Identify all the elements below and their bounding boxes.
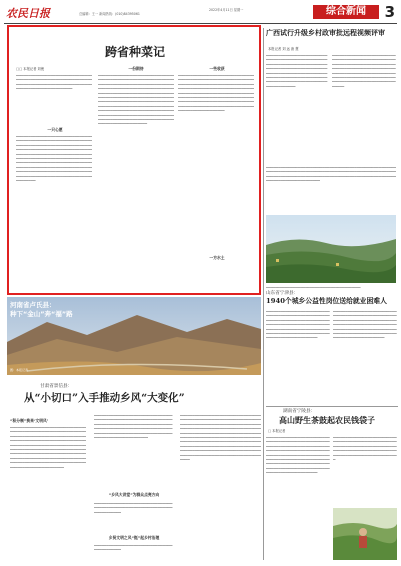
bottom-left-col-3: ▁▁▁▁▁▁▁▁▁▁▁▁▁▁▁▁▁▁▁▁▁▁▁▁▁▁▁▁▁▁▁▁▁▁▁▁▁▁▁▁▁▁▁▁▁▁▁▁▁▁▁▁▁▁▁▁▁▁▁▁▁▁▁▁▁▁▁▁▁▁▁▁▁▁▁▁▁▁▁▁▁▁▁▁▁▁▁▁▁▁▁▁▁▁▁▁▁▁▁▁▁▁▁▁▁▁▁▁▁▁▁▁▁▁▁▁▁▁▁▁▁▁▁▁▁▁▁▁▁▁▁▁▁▁▁▁▁▁▁▁▁▁▁▁▁▁▁▁▁▁▁▁▁▁▁▁▁▁▁▁▁▁▁▁▁▁▁▁▁▁▁▁▁▁▁▁▁▁▁▁▁▁▁▁▁▁▁▁▁▁▁▁▁▁▁▁▁▁▁▁▁▁▁▁▁▁▁▁▁▁▁▁▁▁▁▁▁▁▁▁▁▁▁▁▁▁▁▁▁▁▁▁▁▁▁▁▁▁▁▁▁▁▁▁▁▁▁▁▁▁▁▁▁▁▁▁▁▁▁▁▁▁▁▁▁▁▁▁▁▁▁▁▁▁▁▁▁▁▁▁▁▁▁▁▁▁▁▁▁▁▁▁▁▁▁▁▁▁▁▁▁▁▁▁▁▁▁▁▁▁▁▁▁▁▁▁▁▁▁▁▁▁▁▁▁▁▁▁▁▁▁▁▁▁ — [180, 412, 261, 461]
tea-field-photo-top — [266, 215, 396, 283]
feature-subhead-3: 一些收获 — [209, 66, 225, 71]
column-divider — [263, 28, 264, 560]
feature-col-1b: ▁▁▁▁▁▁▁▁▁▁▁▁▁▁▁▁▁▁▁▁▁▁▁▁▁▁▁▁▁▁▁▁▁▁▁▁▁▁▁▁▁▁▁▁▁▁▁▁▁▁▁▁▁▁▁▁▁▁▁▁▁▁▁▁▁▁▁▁▁▁▁▁▁▁▁▁▁▁▁▁▁▁▁▁▁▁▁▁▁▁▁▁▁▁▁▁▁▁▁▁▁▁▁▁▁▁▁▁▁▁▁▁▁▁▁▁▁▁▁▁▁▁▁▁▁▁▁▁▁▁▁▁▁▁▁▁▁▁▁▁▁▁▁▁▁▁▁▁▁▁▁▁▁▁▁▁▁▁▁▁▁▁▁▁▁▁▁▁▁▁▁▁▁▁▁▁▁▁▁▁▁▁▁▁▁▁▁▁▁▁▁▁▁▁▁▁▁▁▁▁▁▁▁▁▁▁▁▁▁▁▁▁▁▁▁▁▁▁▁▁▁▁▁▁▁▁▁▁▁▁▁▁▁▁▁▁▁▁▁▁▁▁▁▁▁▁▁▁▁▁▁▁▁▁▁▁▁▁▁▁▁▁▁▁▁▁▁▁▁▁▁▁▁▁▁▁▁▁▁▁▁▁▁▁▁▁▁▁▁▁▁▁▁▁▁▁▁▁▁▁▁▁▁▁▁▁▁▁▁▁▁▁▁▁▁▁▁▁ — [16, 133, 92, 182]
bottom-right-byline: □ 本报记者 — [268, 429, 286, 433]
bottom-left-kicker: 甘肃省景信县： — [40, 384, 73, 389]
bottom-left-subhead-2: “乡风大讲堂”为群众点亮方向 — [108, 492, 160, 497]
feature-subhead-2: 一份期待 — [128, 66, 144, 71]
tea-field-photo-bottom — [333, 508, 397, 560]
masthead-info: 总编辑：王一 新闻热线：(010)84395061 — [79, 12, 140, 16]
right-mid-col-1: ▁▁▁▁▁▁▁▁▁▁▁▁▁▁▁▁▁▁▁▁▁▁▁▁▁▁▁▁▁▁▁▁▁▁▁▁▁▁▁▁▁▁▁▁▁▁▁▁▁▁▁▁▁▁▁▁▁▁▁▁▁▁▁▁▁▁▁▁▁▁▁▁▁▁▁▁▁▁▁▁▁▁▁▁▁▁▁▁▁▁▁▁▁▁▁▁▁▁▁▁▁▁▁▁▁▁▁▁▁▁▁▁▁▁▁▁▁▁▁▁▁▁▁▁▁▁▁▁▁▁▁▁▁▁▁▁▁▁▁▁▁▁▁▁▁▁▁▁▁▁▁▁▁▁▁▁▁▁▁▁▁▁▁▁▁▁▁▁▁▁▁▁▁▁▁▁▁ — [266, 308, 330, 339]
photo-title-line-1: 河南省卢氏县： — [10, 301, 56, 309]
bottom-right-col-1: ▁▁▁▁▁▁▁▁▁▁▁▁▁▁▁▁▁▁▁▁▁▁▁▁▁▁▁▁▁▁▁▁▁▁▁▁▁▁▁▁▁▁▁▁▁▁▁▁▁▁▁▁▁▁▁▁▁▁▁▁▁▁▁▁▁▁▁▁▁▁▁▁▁▁▁▁▁▁▁▁▁▁▁▁▁▁▁▁▁▁▁▁▁▁▁▁▁▁▁▁▁▁▁▁▁▁▁▁▁▁▁▁▁▁▁▁▁▁▁▁▁▁▁▁▁▁▁▁▁▁▁▁▁▁▁▁▁▁▁▁▁▁▁▁▁▁▁▁▁▁▁▁▁▁▁▁▁▁▁▁▁▁▁▁▁▁▁▁▁▁▁▁▁▁▁▁▁▁▁▁▁▁▁▁▁▁▁▁▁▁▁▁▁▁▁▁▁▁▁▁▁▁▁▁▁▁▁▁▁▁▁▁▁▁▁▁▁▁▁▁▁▁▁▁▁▁▁▁▁ — [266, 434, 330, 474]
right-photo-caption: ▁▁▁▁▁▁▁▁▁▁▁▁▁▁▁▁▁▁▁▁▁▁▁▁▁▁▁▁▁▁▁▁▁▁▁▁▁▁▁▁▁ — [266, 284, 361, 288]
bottom-left-subhead-3: 乡贤文明之风“挺”起乡村治理 — [108, 535, 160, 540]
section-badge: 综合新闻 — [313, 5, 379, 19]
bottom-left-col-2: ▁▁▁▁▁▁▁▁▁▁▁▁▁▁▁▁▁▁▁▁▁▁▁▁▁▁▁▁▁▁▁▁▁▁▁▁▁▁▁▁▁▁▁▁▁▁▁▁▁▁▁▁▁▁▁▁▁▁▁▁▁▁▁▁▁▁▁▁▁▁▁▁▁▁▁▁▁▁▁▁▁▁▁▁▁▁▁▁▁▁▁▁▁▁▁▁▁▁▁▁▁▁▁▁▁▁▁▁▁▁▁▁▁▁▁▁▁▁▁▁▁▁▁▁▁▁▁▁▁▁▁▁▁▁▁▁▁▁▁▁▁▁▁▁▁▁▁▁▁▁▁▁▁▁▁▁▁▁▁▁▁▁▁▁▁▁▁▁▁▁▁▁▁▁▁▁▁▁▁▁▁▁ — [94, 412, 173, 439]
page-number: 3 — [384, 3, 395, 21]
bottom-right-col-2: ▁▁▁▁▁▁▁▁▁▁▁▁▁▁▁▁▁▁▁▁▁▁▁▁▁▁▁▁▁▁▁▁▁▁▁▁▁▁▁▁▁▁▁▁▁▁▁▁▁▁▁▁▁▁▁▁▁▁▁▁▁▁▁▁▁▁▁▁▁▁▁▁▁▁▁▁▁▁▁▁▁▁▁▁▁▁▁▁▁▁▁▁▁▁▁▁▁▁▁▁▁▁▁▁▁▁▁▁▁▁▁▁▁▁▁▁▁▁▁▁▁▁▁▁▁▁▁▁▁▁▁ — [333, 434, 397, 461]
bottom-right-kicker: 湖南省宁陵县： — [283, 409, 316, 414]
bottom-left-col-2c: ▁▁▁▁▁▁▁▁▁▁▁▁▁▁▁▁▁▁▁▁▁▁▁▁▁▁▁▁▁▁▁▁▁▁▁▁▁▁▁▁▁▁▁ — [94, 542, 173, 551]
feature-col-3: ▁▁▁▁▁▁▁▁▁▁▁▁▁▁▁▁▁▁▁▁▁▁▁▁▁▁▁▁▁▁▁▁▁▁▁▁▁▁▁▁▁▁▁▁▁▁▁▁▁▁▁▁▁▁▁▁▁▁▁▁▁▁▁▁▁▁▁▁▁▁▁▁▁▁▁▁▁▁▁▁▁▁▁▁▁▁▁▁▁▁▁▁▁▁▁▁▁▁▁▁▁▁▁▁▁▁▁▁▁▁▁▁▁▁▁▁▁▁▁▁▁▁▁▁▁▁▁▁▁▁▁▁▁▁▁▁▁▁▁▁▁▁▁▁▁▁▁▁▁▁▁▁▁▁▁▁▁▁▁▁▁▁▁▁▁▁▁▁▁▁▁▁▁▁▁▁▁▁▁▁▁▁▁▁▁▁▁▁▁▁▁▁▁▁▁▁▁▁▁▁▁▁▁▁▁▁▁▁▁▁▁▁▁▁▁▁▁▁▁▁▁▁▁▁▁▁▁▁▁▁▁▁▁▁▁▁▁▁▁▁▁▁▁▁▁▁▁▁▁▁▁▁▁▁▁▁▁▁▁▁▁▁▁▁▁▁▁ — [178, 72, 254, 112]
right-mid-title: 1940个城乡公益性岗位送给就业困难人 — [266, 297, 387, 305]
masthead-date: 2022年4月11日 星期一 — [209, 8, 244, 12]
bottom-left-col-2b: ▁▁▁▁▁▁▁▁▁▁▁▁▁▁▁▁▁▁▁▁▁▁▁▁▁▁▁▁▁▁▁▁▁▁▁▁▁▁▁▁▁▁▁▁▁▁▁▁▁▁▁▁▁▁▁▁▁▁▁▁▁▁▁▁▁▁▁▁▁▁▁▁▁▁▁ — [94, 500, 173, 513]
right-mid-kicker: 山东省宁津县： — [266, 291, 299, 296]
right-top-col-2: ▁▁▁▁▁▁▁▁▁▁▁▁▁▁▁▁▁▁▁▁▁▁▁▁▁▁▁▁▁▁▁▁▁▁▁▁▁▁▁▁▁▁▁▁▁▁▁▁▁▁▁▁▁▁▁▁▁▁▁▁▁▁▁▁▁▁▁▁▁▁▁▁▁▁▁▁▁▁▁▁▁▁▁▁▁▁▁▁▁▁▁▁▁▁▁▁▁▁▁▁▁▁▁▁▁▁▁▁▁▁▁▁▁▁▁▁▁▁▁▁▁▁▁▁▁▁▁▁▁▁▁▁▁▁▁▁▁▁▁▁▁▁▁▁▁▁▁▁▁▁▁▁▁▁▁▁▁▁▁▁▁▁▁▁▁▁▁▁▁▁▁▁▁▁▁▁▁▁▁▁▁▁▁▁▁▁▁ — [332, 52, 396, 87]
feature-col-1: ▁▁▁▁▁▁▁▁▁▁▁▁▁▁▁▁▁▁▁▁▁▁▁▁▁▁▁▁▁▁▁▁▁▁▁▁▁▁▁▁▁▁▁▁▁▁▁▁▁▁▁▁▁▁▁▁▁▁▁▁▁▁▁▁▁▁▁▁▁▁▁▁▁▁▁▁▁▁▁▁▁▁▁▁▁▁▁▁▁▁▁▁▁▁▁▁▁▁▁▁▁▁▁▁▁▁▁▁▁▁▁▁▁▁▁▁ — [16, 72, 92, 90]
feature-footer: 一方水土 — [209, 255, 225, 260]
right-top-byline: 本报记者 刘 远 唐 慧 — [268, 47, 299, 51]
right-top-col-3: ▁▁▁▁▁▁▁▁▁▁▁▁▁▁▁▁▁▁▁▁▁▁▁▁▁▁▁▁▁▁▁▁▁▁▁▁▁▁▁▁▁▁▁▁▁▁▁▁▁▁▁▁▁▁▁▁▁▁▁▁▁▁▁▁▁▁▁▁▁▁▁▁▁▁▁▁▁▁▁▁▁▁▁▁▁▁▁▁▁▁▁▁▁▁▁▁▁▁▁▁▁▁▁▁▁▁▁▁▁▁▁▁▁▁▁▁▁▁▁▁▁▁▁▁▁▁▁▁▁▁▁▁▁▁▁▁▁▁▁▁▁▁▁▁▁▁▁▁▁▁▁▁▁▁▁▁▁▁▁▁▁▁▁▁▁▁▁▁▁▁▁▁▁▁▁▁▁▁▁▁▁ — [266, 164, 396, 182]
bottom-left-title: 从“小切口”入手推动乡风“大变化” — [24, 392, 185, 404]
paper-name: 农民日报 — [6, 7, 50, 20]
section-divider — [266, 406, 398, 407]
feature-byline: □□ 本报记者 刘俊 — [16, 67, 45, 71]
right-top-col-1: ▁▁▁▁▁▁▁▁▁▁▁▁▁▁▁▁▁▁▁▁▁▁▁▁▁▁▁▁▁▁▁▁▁▁▁▁▁▁▁▁▁▁▁▁▁▁▁▁▁▁▁▁▁▁▁▁▁▁▁▁▁▁▁▁▁▁▁▁▁▁▁▁▁▁▁▁▁▁▁▁▁▁▁▁▁▁▁▁▁▁▁▁▁▁▁▁▁▁▁▁▁▁▁▁▁▁▁▁▁▁▁▁▁▁▁▁▁▁▁▁▁▁▁▁▁▁▁▁▁▁▁▁▁▁▁▁▁▁▁▁▁▁▁▁▁▁▁▁▁▁▁▁▁▁▁▁▁▁▁▁▁▁▁▁▁▁▁▁▁▁▁▁▁▁▁▁▁▁▁▁▁▁▁▁▁▁▁ — [266, 52, 328, 87]
photo-caption: 图：本报记者 — [10, 368, 29, 372]
right-mid-col-2: ▁▁▁▁▁▁▁▁▁▁▁▁▁▁▁▁▁▁▁▁▁▁▁▁▁▁▁▁▁▁▁▁▁▁▁▁▁▁▁▁▁▁▁▁▁▁▁▁▁▁▁▁▁▁▁▁▁▁▁▁▁▁▁▁▁▁▁▁▁▁▁▁▁▁▁▁▁▁▁▁▁▁▁▁▁▁▁▁▁▁▁▁▁▁▁▁▁▁▁▁▁▁▁▁▁▁▁▁▁▁▁▁▁▁▁▁▁▁▁▁▁▁▁▁▁▁▁▁▁▁▁▁▁▁▁▁▁▁▁▁▁▁▁▁▁▁▁▁▁▁▁▁▁▁▁▁▁▁▁▁▁▁▁▁▁▁▁▁▁▁▁▁▁▁▁▁▁ — [333, 308, 397, 339]
bottom-left-subhead-1: “积分制”换来‘文明风’ — [10, 418, 49, 423]
photo-title-line-2: 种下“金山”奔“福”路 — [10, 310, 73, 318]
bottom-left-col-1: ▁▁▁▁▁▁▁▁▁▁▁▁▁▁▁▁▁▁▁▁▁▁▁▁▁▁▁▁▁▁▁▁▁▁▁▁▁▁▁▁▁▁▁▁▁▁▁▁▁▁▁▁▁▁▁▁▁▁▁▁▁▁▁▁▁▁▁▁▁▁▁▁▁▁▁▁▁▁▁▁▁▁▁▁▁▁▁▁▁▁▁▁▁▁▁▁▁▁▁▁▁▁▁▁▁▁▁▁▁▁▁▁▁▁▁▁▁▁▁▁▁▁▁▁▁▁▁▁▁▁▁▁▁▁▁▁▁▁▁▁▁▁▁▁▁▁▁▁▁▁▁▁▁▁▁▁▁▁▁▁▁▁▁▁▁▁▁▁▁▁▁▁▁▁▁▁▁▁▁▁▁▁▁▁▁▁▁▁▁▁▁▁▁▁▁▁▁▁▁▁▁▁▁▁▁▁▁▁▁▁▁▁▁▁▁▁▁▁▁▁▁▁▁▁▁▁▁▁▁▁▁▁▁▁▁▁▁▁▁▁▁▁▁▁▁▁▁▁▁▁▁▁▁▁▁▁▁▁▁▁▁▁▁▁▁▁▁▁▁▁▁▁▁▁▁▁▁▁▁▁▁▁▁▁▁▁▁▁▁▁▁▁▁▁▁▁▁▁▁▁▁ — [10, 424, 86, 468]
feature-title: 跨省种菜记 — [104, 45, 165, 59]
feature-subhead-1: 一只心愿 — [47, 127, 63, 132]
masthead — [4, 3, 397, 24]
right-top-title: 广西试行升级乡村政审批远程视频评审 — [266, 28, 385, 37]
feature-col-2: ▁▁▁▁▁▁▁▁▁▁▁▁▁▁▁▁▁▁▁▁▁▁▁▁▁▁▁▁▁▁▁▁▁▁▁▁▁▁▁▁▁▁▁▁▁▁▁▁▁▁▁▁▁▁▁▁▁▁▁▁▁▁▁▁▁▁▁▁▁▁▁▁▁▁▁▁▁▁▁▁▁▁▁▁▁▁▁▁▁▁▁▁▁▁▁▁▁▁▁▁▁▁▁▁▁▁▁▁▁▁▁▁▁▁▁▁▁▁▁▁▁▁▁▁▁▁▁▁▁▁▁▁▁▁▁▁▁▁▁▁▁▁▁▁▁▁▁▁▁▁▁▁▁▁▁▁▁▁▁▁▁▁▁▁▁▁▁▁▁▁▁▁▁▁▁▁▁▁▁▁▁▁▁▁▁▁▁▁▁▁▁▁▁▁▁▁▁▁▁▁▁▁▁▁▁▁▁▁▁▁▁▁▁▁▁▁▁▁▁▁▁▁▁▁▁▁▁▁▁▁▁▁▁▁▁▁▁▁▁▁▁▁▁▁▁▁▁▁▁▁▁▁▁▁▁▁▁▁▁▁▁▁▁▁▁▁▁▁▁▁▁▁▁▁▁▁▁▁▁▁▁▁▁▁▁▁▁▁▁▁▁▁▁▁▁▁▁▁▁▁▁▁▁▁▁▁▁▁▁▁▁▁▁▁▁▁▁▁▁▁▁▁▁▁▁▁▁▁▁▁▁▁▁▁▁▁▁▁▁▁▁▁▁▁▁▁▁▁▁▁▁▁▁▁▁▁▁▁▁▁▁ — [98, 72, 174, 125]
bottom-right-title: 高山野生茶鼓起农民钱袋子 — [279, 415, 375, 425]
